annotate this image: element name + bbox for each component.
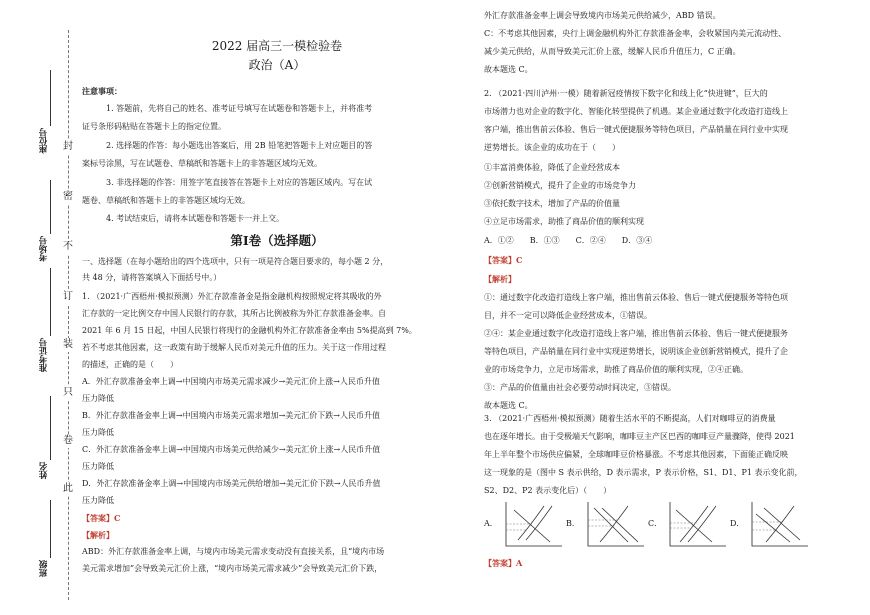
note-line: 4. 考试结束后，请将本试题卷和答题卡一并上交。 bbox=[106, 214, 285, 223]
binding-char: 只 bbox=[63, 387, 73, 398]
class-line[interactable] bbox=[50, 500, 51, 558]
note-line: 案标号涂黑，写在试题卷、草稿纸和答题卡上的非答题区域均无效。 bbox=[82, 159, 322, 168]
q1-stem-line: 若不考虑其他因素，这一政策有助于缓解人民币对美元升值的压力。关于这一作用过程 bbox=[82, 343, 386, 352]
q3-option-d-label: D． bbox=[730, 519, 745, 528]
binding-char: 不 bbox=[63, 241, 73, 252]
binding-char: 封 bbox=[63, 141, 73, 152]
q2-item: ①丰富消费体验，降低了企业经营成本 bbox=[484, 163, 620, 172]
q3-stem-line: 这一现象的是（图中 S 表示供给，D 表示需求，P 表示价格，S1、D1、P1 表示变化前， bbox=[484, 468, 803, 477]
seat-number-line[interactable] bbox=[50, 70, 51, 126]
q1-conclusion: 故本题选 C。 bbox=[484, 65, 533, 74]
q1-analysis-line: 减少美元供给，从而导致美元汇价上涨，缓解人民币升值压力，C 正确。 bbox=[484, 47, 741, 56]
q1-stem-line: 1. （2021·广西梧州·模拟预测）外汇存款准备金是指金融机构按照规定将其吸收的外 bbox=[82, 292, 382, 301]
q3-stem-line: 3. （2021·广西梧州·模拟预测）随着生活水平的不断提高，人们对咖啡豆的消费量 bbox=[484, 414, 776, 423]
intro-line: 一、选择题（在每小题给出的四个选项中，只有一项是符合题目要求的，每小题 2 分， bbox=[82, 257, 389, 266]
q2-item: ②创新营销模式，提升了企业的市场竞争力 bbox=[484, 181, 636, 190]
q1-option-a: A．外汇存款准备金率上调→中国境内市场美元需求减少→美元汇价上涨→人民币升值 bbox=[82, 377, 380, 386]
binding-char: 卷 bbox=[63, 435, 73, 446]
q2-analysis-line: 目，并不一定可以降低企业经营成本，①错误。 bbox=[484, 311, 652, 320]
q1-answer: 【答案】C bbox=[82, 513, 121, 523]
notes-heading: 注意事项： bbox=[82, 86, 122, 96]
q3-answer: 【答案】A bbox=[484, 558, 523, 568]
q2-choices: A．①② B．①③ C．②④ D．③④ bbox=[484, 236, 653, 245]
q3-option-b-label: B． bbox=[566, 519, 580, 528]
q2-analysis-line: ②④：某企业通过数字化改造打造线上客户端，推出售前云体验、售后一键式便捷服务 bbox=[484, 329, 788, 338]
q2-stem-line: 逆势增长。该企业的成功在于（ ） bbox=[484, 143, 620, 152]
q2-stem-line: 2. （2021·四川泸州·一模）随着新冠疫情按下数字化和线上化“快进键”，巨大的 bbox=[484, 89, 768, 98]
intro-line: 共 48 分，请将答案填入下面括号中。） bbox=[82, 273, 222, 282]
q2-analysis-line: ③：产品的价值量由社会必要劳动时间决定，③错误。 bbox=[484, 383, 676, 392]
q2-analysis-line: 业的市场竞争力，立足市场需求，助推了商品价值的顺利实现，②④正确。 bbox=[484, 365, 748, 374]
note-line: 1. 答题前，先将自己的姓名、准考证号填写在试题卷和答题卡上，并将准考 bbox=[106, 104, 373, 113]
q1-option-d-cont: 压力降低 bbox=[82, 496, 114, 505]
q3-stem-line: 也在逐年增长。由于受极端天气影响，咖啡豆主产区巴西的咖啡豆产量骤降，使得 2021 bbox=[484, 432, 795, 441]
q3-option-c-label: C． bbox=[648, 519, 663, 528]
q1-analysis-line: 外汇存款准备金率上调会导致境内市场美元供给减少，ABD 错误。 bbox=[484, 11, 721, 20]
q2-answer: 【答案】C bbox=[484, 255, 523, 265]
q1-option-b-cont: 压力降低 bbox=[82, 428, 114, 437]
exam-room-line[interactable] bbox=[50, 180, 51, 234]
binding-char: 装 bbox=[63, 339, 73, 350]
binding-char: 此 bbox=[63, 483, 73, 494]
q2-item: ④立足市场需求，助推了商品价值的顺利实现 bbox=[484, 217, 644, 226]
admission-number-line[interactable] bbox=[50, 268, 51, 336]
q2-stem-line: 市场潜力也对企业的数字化、智能化转型提供了机遇。某企业通过数字化改造打造线上 bbox=[484, 107, 788, 116]
exam-subject: 政治（A） bbox=[248, 58, 306, 72]
class-label: 班级 bbox=[39, 560, 49, 577]
q2-item: ③依托数字技术，增加了产品的价值量 bbox=[484, 199, 620, 208]
q1-analysis-line: 美元需求增加”会导致美元汇价上涨，“境内市场美元需求减少”会导致美元汇价下跌， bbox=[82, 564, 383, 573]
q3-graph-b bbox=[582, 500, 646, 558]
q1-option-b: B．外汇存款准备金率上调→中国境内市场美元需求增加→美元汇价下跌→人民币升值 bbox=[82, 411, 380, 420]
q3-graph-c bbox=[664, 500, 728, 558]
q3-option-a-label: A． bbox=[484, 519, 498, 528]
q1-analysis-label: 【解析】 bbox=[82, 530, 114, 540]
q2-stem-line: 客户端，推出售前云体验、售后一键式便捷服务等特色项目，产品销量在同行业中实现 bbox=[484, 125, 788, 134]
name-line[interactable] bbox=[50, 396, 51, 460]
q2-analysis-label: 【解析】 bbox=[484, 274, 516, 284]
q1-option-a-cont: 压力降低 bbox=[82, 394, 114, 403]
q2-conclusion: 故本题选 C。 bbox=[484, 401, 533, 410]
q1-stem-line: 的描述，正确的是（ ） bbox=[82, 360, 178, 369]
q3-stem-line: S2、D2、P2 表示变化后）（ ） bbox=[484, 486, 612, 495]
q3-stem-line: 年上半年整个市场供应偏紧，全球咖啡豆价格暴涨。不考虑其他因素，下面能正确反映 bbox=[484, 450, 788, 459]
q1-option-c-cont: 压力降低 bbox=[82, 462, 114, 471]
name-label: 姓名 bbox=[39, 462, 49, 479]
q1-option-c: C．外汇存款准备金率上调→中国境内市场美元供给减少→美元汇价上涨→人民币升值 bbox=[82, 445, 381, 454]
exam-title: 2022 届高三一模检验卷 bbox=[211, 39, 343, 53]
note-line: 3. 非选择题的作答：用签字笔直接答在答题卡上对应的答题区域内。写在试 bbox=[106, 178, 373, 187]
note-line: 证号条形码粘贴在答题卡上的指定位置。 bbox=[82, 122, 226, 131]
section-heading: 第Ⅰ卷（选择题） bbox=[230, 233, 324, 248]
seat-number-label: 座位号 bbox=[39, 128, 49, 154]
q2-analysis-line: 等特色项目，产品销量在同行业中实现逆势增长，说明该企业创新营销模式，提升了企 bbox=[484, 347, 788, 356]
q1-analysis-line: ABD：外汇存款准备金率上调，与境内市场美元需求变动没有直接关系，且“境内市场 bbox=[82, 547, 385, 556]
admission-number-label: 准考证号 bbox=[39, 338, 49, 372]
q1-stem-line: 2021 年 6 月 15 日起，中国人民银行将现行的金融机构外汇存款准备金率由 5%提高到 7%。 bbox=[82, 326, 417, 335]
q3-graph-a bbox=[500, 500, 564, 558]
q3-graph-d bbox=[746, 500, 810, 558]
q1-option-d: D．外汇存款准备金率上调→中国境内市场美元供给增加→美元汇价下跌→人民币升值 bbox=[82, 479, 381, 488]
q2-analysis-line: ①：通过数字化改造打造线上客户端，推出售前云体验、售后一键式便捷服务等特色项 bbox=[484, 293, 788, 302]
note-line: 题卷、草稿纸和答题卡上的非答题区域均无效。 bbox=[82, 196, 250, 205]
binding-margin bbox=[0, 0, 82, 615]
binding-char: 订 bbox=[63, 291, 73, 302]
exam-room-label: 考场号 bbox=[39, 236, 49, 262]
binding-dashed-line bbox=[68, 30, 69, 600]
q1-stem-line: 汇存款的一定比例交存中国人民银行的存款，其所占比例被称为外汇存款准备金率。自 bbox=[82, 309, 386, 318]
q1-analysis-line: C：不考虑其他因素，央行上调金融机构外汇存款准备金率，会收紧国内美元流动性、 bbox=[484, 29, 787, 38]
binding-char: 密 bbox=[63, 191, 73, 202]
note-line: 2. 选择题的作答：每小题选出答案后，用 2B 铅笔把答题卡上对应题目的答 bbox=[106, 141, 373, 150]
